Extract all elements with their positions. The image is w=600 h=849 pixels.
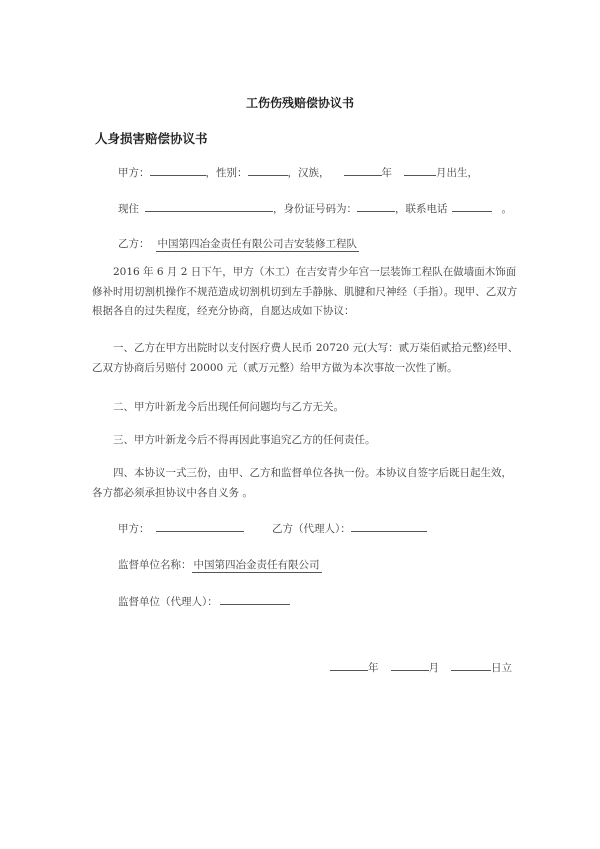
party-b-label: 乙方：	[118, 238, 150, 250]
supervisor-agent-blank[interactable]	[220, 593, 290, 605]
date-day-blank[interactable]	[451, 659, 491, 671]
party-b-agent-label: 乙方（代理人）：	[272, 523, 351, 535]
ethnicity-label: ，汉族，	[287, 167, 330, 179]
date-day-label: 日立	[491, 662, 512, 674]
address-blank[interactable]	[145, 200, 273, 212]
address-end: 。	[501, 203, 512, 215]
gender-blank[interactable]	[248, 164, 288, 176]
paragraph-clause-3: 三、甲方叶新龙今后不得再因此事追究乙方的任何责任。	[113, 434, 376, 446]
party-b-line	[118, 236, 359, 252]
date-year-label: 年	[368, 662, 379, 674]
party-a-signature-line	[118, 520, 244, 536]
date-year-blank[interactable]	[330, 659, 368, 671]
supervisor-name-label: 监督单位名称：	[118, 559, 192, 571]
party-a-name-blank[interactable]	[150, 164, 206, 176]
id-number-blank[interactable]	[357, 200, 395, 212]
date-month-label: 月	[428, 662, 439, 674]
party-a-label: 甲方：	[118, 167, 150, 179]
document-subtitle: 人身损害赔偿协议书	[95, 131, 208, 146]
supervisor-name-line	[118, 557, 322, 573]
supervisor-name: 中国第四冶金责任有限公司	[193, 559, 320, 571]
supervisor-agent-line	[118, 593, 290, 609]
id-label: ，身份证号码为：	[273, 203, 357, 215]
address-label: 现住	[118, 203, 139, 215]
address-line	[118, 200, 512, 216]
party-b-name: 中国第四冶金责任有限公司吉安装修工程队	[157, 238, 357, 250]
birth-year-blank[interactable]	[344, 164, 382, 176]
party-b-signature-line	[272, 520, 427, 536]
date-line	[330, 659, 512, 675]
birth-month-blank[interactable]	[404, 164, 436, 176]
paragraph-clause-1: 一、乙方在甲方出院时以支付医疗费人民币 20720 元(大写：贰万柒佰贰拾元整)经甲、乙双方协商后另赔付 20000 元（贰万元整）给甲方做为本次事故一次性了断。	[92, 342, 519, 374]
gender-label: ，性别：	[205, 167, 248, 179]
document-title: 工伤伤残赔偿协议书	[245, 96, 354, 110]
year-label: 年	[381, 167, 392, 179]
date-month-blank[interactable]	[391, 659, 429, 671]
paragraph-clause-4: 四、本协议一式三份，由甲、乙方和监督单位各执一份。本协议自签字后既日起生效，各方都必须承担协议中各自义务 。	[92, 467, 512, 499]
born-label: 月出生，	[436, 167, 478, 179]
supervisor-agent-label: 监督单位（代理人）：	[118, 596, 218, 608]
paragraph-incident: 2016 年 6 月 2 日下午，甲方（木工）在吉安青少年宫一层装饰工程队在做墙面木饰面修补时用切割机操作不规范造成切割机切到左手静脉、肌腱和尺神经（手指）。现甲、乙双方根据各自的过失程度，经充分协商，自愿达成如下协议：	[92, 266, 518, 317]
party-a-signature-blank[interactable]	[156, 520, 244, 532]
paragraph-clause-2: 二、甲方叶新龙今后出现任何问题均与乙方无关。	[113, 401, 344, 413]
phone-label: ，联系电话	[395, 203, 448, 215]
party-b-signature-blank[interactable]	[351, 520, 427, 532]
phone-blank[interactable]	[452, 200, 492, 212]
party-a-sign-label: 甲方：	[118, 523, 150, 535]
party-a-line	[118, 164, 478, 180]
